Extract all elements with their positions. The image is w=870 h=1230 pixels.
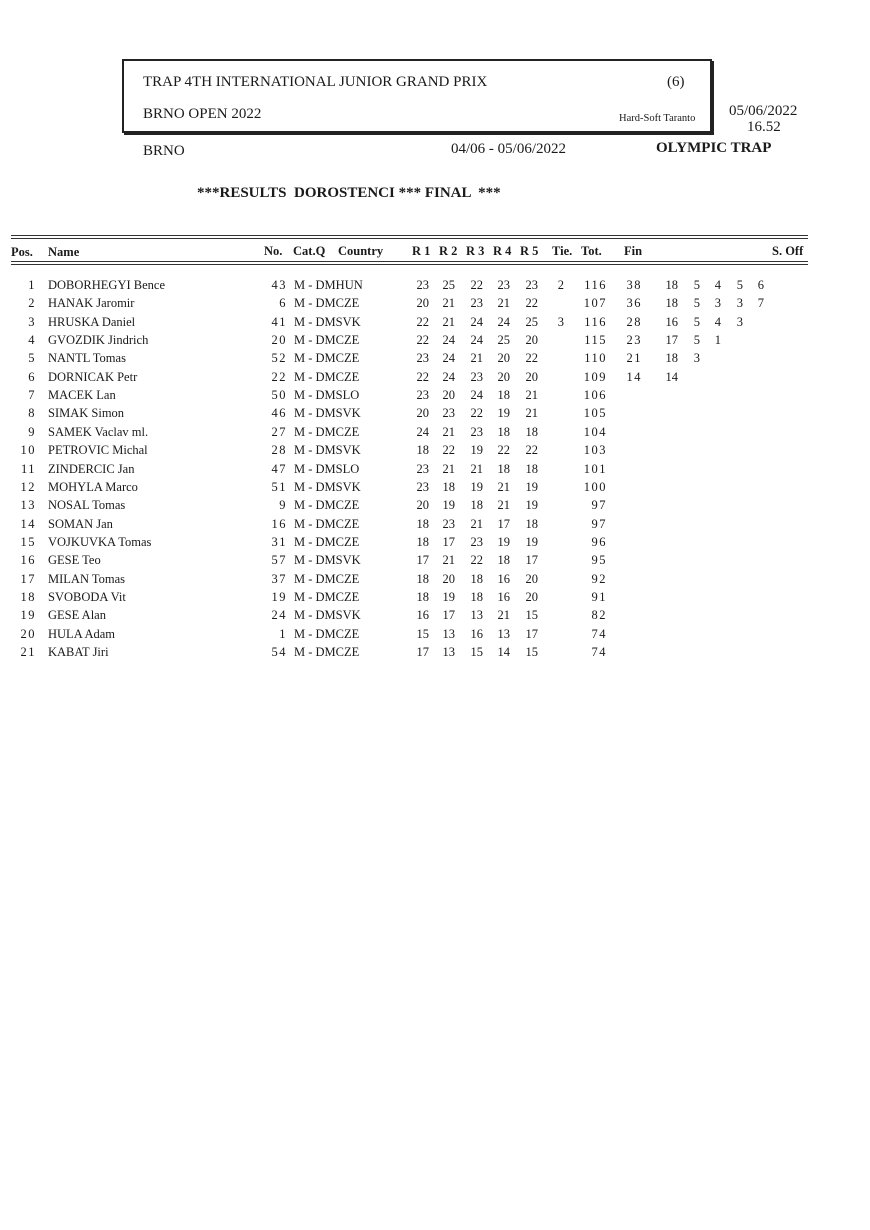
cell-r2: 23 [442,516,455,531]
cell-final: 14 [626,369,642,384]
cell-r2: 13 [442,626,455,641]
location: BRNO [143,143,185,159]
cell-r5: 25 [525,314,538,329]
cell-shootoff-1: 17 [665,333,678,348]
cell-r3: 23 [470,424,483,439]
table-row [0,333,870,351]
cell-shootoff-3: 1 [714,333,721,348]
cell-no: 41 [271,314,287,329]
col-catq: Cat.Q [293,244,326,258]
cell-r2: 18 [442,479,455,494]
cell-name: HULA Adam [48,626,116,641]
col-tot: Tot. [581,244,602,258]
cell-name: VOJKUVKA Tomas [48,534,152,549]
cell-r5: 17 [525,626,538,641]
cell-r4: 13 [497,626,510,641]
cell-name: NANTL Tomas [48,351,126,366]
cell-r1: 16 [416,608,429,623]
cell-r1: 15 [416,626,429,641]
cell-r1: 23 [416,388,429,403]
cell-pos: 14 [20,516,36,531]
cell-r4: 18 [497,553,510,568]
software-label: Hard-Soft Taranto [619,113,696,124]
cell-name: MOHYLA Marco [48,479,138,494]
cell-total: 92 [591,571,607,586]
header-bottom-rule [11,261,808,265]
cell-r4: 16 [497,589,510,604]
cell-r2: 19 [442,589,455,604]
event-number: (6) [667,74,685,90]
table-row [0,535,870,553]
cell-r5: 21 [525,388,538,403]
cell-shootoff-4: 3 [736,296,743,311]
cell-final: 28 [626,314,642,329]
cell-r5: 15 [525,608,538,623]
cell-r5: 18 [525,461,538,476]
cell-r5: 15 [525,645,538,659]
event-title: TRAP 4TH INTERNATIONAL JUNIOR GRAND PRIX [143,74,488,90]
cell-r4: 21 [497,608,510,623]
cell-r1: 23 [416,479,429,494]
cell-category: M - DMCZE [294,296,360,311]
cell-shootoff-4: 3 [736,314,743,329]
table-row [0,406,870,424]
cell-no: 28 [271,443,287,458]
col-r4: R 4 [493,244,512,258]
cell-total: 82 [591,608,607,623]
cell-no: 37 [271,571,287,586]
cell-total: 116 [584,278,607,292]
cell-category: M - DMCZE [294,333,360,348]
cell-total: 74 [591,626,607,641]
table-row [0,351,870,369]
cell-r1: 22 [416,314,429,329]
table-row [0,443,870,461]
cell-total: 110 [584,351,607,366]
cell-category: M - DMSVK [294,443,361,458]
cell-total: 106 [583,388,607,403]
cell-category: M - DMSVK [294,553,361,568]
cell-shootoff-1: 18 [665,296,678,311]
cell-no: 50 [271,388,287,403]
cell-r2: 13 [442,645,455,659]
cell-total: 104 [583,424,607,439]
cell-r1: 18 [416,443,429,458]
cell-total: 91 [591,589,607,604]
cell-name: DOBORHEGYI Bence [48,278,165,292]
cell-category: M - DMCZE [294,498,360,513]
cell-shootoff-4: 5 [736,278,743,292]
cell-category: M - DMSLO [294,461,360,476]
col-country: Country [338,244,384,258]
cell-r2: 25 [442,278,455,292]
cell-r3: 15 [470,645,483,659]
cell-r5: 20 [525,369,538,384]
cell-total: 115 [584,333,607,348]
cell-r2: 21 [442,461,455,476]
cell-pos: 2 [28,296,36,311]
cell-total: 100 [583,479,607,494]
cell-r4: 24 [497,314,510,329]
table-row [0,498,870,516]
cell-r4: 20 [497,369,510,384]
cell-pos: 9 [28,424,36,439]
cell-r2: 23 [442,406,455,421]
cell-total: 101 [583,461,607,476]
cell-r1: 18 [416,516,429,531]
cell-category: M - DMHUN [294,278,363,292]
cell-r4: 16 [497,571,510,586]
cell-pos: 19 [20,608,36,623]
print-time: 16.52 [747,119,781,135]
cell-no: 47 [271,461,287,476]
cell-r3: 21 [470,351,483,366]
cell-r4: 23 [497,278,510,292]
cell-final: 21 [626,351,642,366]
col-pos: Pos. [11,245,33,259]
cell-category: M - DMCZE [294,534,360,549]
cell-r1: 23 [416,351,429,366]
cell-name: SOMAN Jan [48,516,113,531]
cell-r5: 22 [525,443,538,458]
cell-r2: 17 [442,534,455,549]
cell-final: 38 [626,278,642,292]
cell-r4: 17 [497,516,510,531]
cell-name: GVOZDIK Jindrich [48,333,149,348]
cell-r5: 19 [525,479,538,494]
cell-category: M - DMCZE [294,571,360,586]
cell-r5: 17 [525,553,538,568]
cell-shootoff-3: 3 [714,296,721,311]
cell-r2: 24 [442,369,455,384]
cell-name: MILAN Tomas [48,571,126,586]
event-dates: 04/06 - 05/06/2022 [451,141,566,157]
cell-r3: 22 [470,406,483,421]
table-row [0,480,870,498]
cell-tie: 3 [557,314,564,329]
cell-total: 97 [591,516,607,531]
cell-r2: 21 [442,553,455,568]
cell-shootoff-1: 18 [665,351,678,366]
discipline: OLYMPIC TRAP [656,140,772,156]
cell-no: 51 [271,479,287,494]
cell-r1: 20 [416,406,429,421]
cell-category: M - DMCZE [294,626,360,641]
cell-r4: 21 [497,479,510,494]
table-row [0,278,870,296]
cell-pos: 18 [20,589,36,604]
cell-r3: 21 [470,516,483,531]
cell-pos: 15 [20,534,36,549]
cell-r4: 19 [497,534,510,549]
cell-no: 20 [271,333,287,348]
cell-total: 107 [583,296,607,311]
table-row [0,608,870,626]
cell-r1: 22 [416,369,429,384]
cell-r2: 20 [442,571,455,586]
cell-r1: 23 [416,461,429,476]
cell-pos: 13 [20,498,36,513]
cell-total: 74 [591,645,607,659]
cell-r3: 19 [470,479,483,494]
cell-r3: 18 [470,498,483,513]
table-row [0,645,870,663]
cell-r1: 18 [416,571,429,586]
cell-r2: 24 [442,333,455,348]
col-r2: R 2 [439,244,458,258]
cell-pos: 11 [20,461,36,476]
cell-r2: 17 [442,608,455,623]
cell-r2: 19 [442,498,455,513]
cell-r3: 24 [470,388,483,403]
cell-name: ZINDERCIC Jan [48,461,135,476]
cell-r2: 21 [442,424,455,439]
col-no: No. [264,244,283,258]
cell-name: HRUSKA Daniel [48,314,136,329]
cell-shootoff-2: 5 [693,314,700,329]
cell-name: KABAT Jiri [48,645,109,659]
cell-r4: 14 [497,645,510,659]
col-name: Name [48,245,80,259]
cell-name: DORNICAK Petr [48,369,138,384]
competition-name: BRNO OPEN 2022 [143,106,262,122]
cell-final: 36 [626,296,642,311]
cell-r1: 22 [416,333,429,348]
cell-r3: 22 [470,278,483,292]
cell-no: 54 [271,645,287,659]
table-row [0,572,870,590]
cell-no: 1 [279,626,287,641]
cell-no: 46 [271,406,287,421]
cell-shootoff-2: 5 [693,278,700,292]
cell-name: NOSAL Tomas [48,498,126,513]
print-date: 05/06/2022 [729,103,798,119]
cell-pos: 5 [28,351,36,366]
cell-pos: 17 [20,571,36,586]
cell-no: 31 [271,534,287,549]
table-row [0,462,870,480]
cell-category: M - DMCZE [294,369,360,384]
cell-r2: 22 [442,443,455,458]
cell-shootoff-2: 5 [693,296,700,311]
table-row [0,315,870,333]
cell-total: 97 [591,498,607,513]
cell-r3: 18 [470,589,483,604]
cell-r1: 20 [416,296,429,311]
cell-shootoff-2: 3 [693,351,700,366]
cell-total: 105 [583,406,607,421]
cell-r5: 22 [525,296,538,311]
cell-r3: 22 [470,553,483,568]
cell-r1: 23 [416,278,429,292]
cell-category: M - DMSVK [294,608,361,623]
cell-name: HANAK Jaromir [48,296,135,311]
cell-r5: 18 [525,516,538,531]
cell-r1: 17 [416,645,429,659]
table-row [0,517,870,535]
cell-r1: 24 [416,424,429,439]
cell-no: 22 [271,369,287,384]
cell-shootoff-3: 4 [714,314,721,329]
cell-r5: 21 [525,406,538,421]
cell-name: SAMEK Vaclav ml. [48,424,149,439]
cell-no: 57 [271,553,287,568]
cell-name: GESE Alan [48,608,106,623]
cell-category: M - DMSLO [294,388,360,403]
cell-r5: 20 [525,589,538,604]
cell-r5: 19 [525,534,538,549]
cell-final: 23 [626,333,642,348]
cell-r2: 20 [442,388,455,403]
table-row [0,590,870,608]
table-row [0,296,870,314]
cell-category: M - DMCZE [294,424,360,439]
cell-no: 6 [279,296,287,311]
col-soff: S. Off [772,244,804,258]
cell-no: 19 [271,589,287,604]
cell-category: M - DMSVK [294,479,361,494]
table-row [0,370,870,388]
results-title: ***RESULTS DOROSTENCI *** FINAL *** [197,185,501,201]
cell-r3: 24 [470,333,483,348]
cell-pos: 21 [20,645,36,659]
cell-r4: 19 [497,406,510,421]
cell-r1: 17 [416,553,429,568]
cell-r4: 18 [497,461,510,476]
cell-shootoff-1: 16 [665,314,678,329]
cell-name: SIMAK Simon [48,406,125,421]
cell-r5: 22 [525,351,538,366]
cell-shootoff-3: 4 [714,278,721,292]
cell-r3: 16 [470,626,483,641]
cell-r4: 20 [497,351,510,366]
cell-r4: 21 [497,498,510,513]
cell-no: 9 [279,498,287,513]
cell-r5: 23 [525,278,538,292]
cell-category: M - DMCZE [294,351,360,366]
header-top-rule [11,235,808,239]
cell-pos: 16 [20,553,36,568]
col-r5: R 5 [520,244,539,258]
cell-r5: 20 [525,333,538,348]
cell-total: 95 [591,553,607,568]
cell-r1: 18 [416,589,429,604]
cell-r3: 21 [470,461,483,476]
cell-r4: 21 [497,296,510,311]
cell-shootoff-5: 6 [757,278,764,292]
table-row [0,553,870,571]
cell-r5: 20 [525,571,538,586]
cell-shootoff-2: 5 [693,333,700,348]
table-row [0,388,870,406]
cell-pos: 7 [28,388,36,403]
col-fin: Fin [624,244,643,258]
col-r1: R 1 [412,244,431,258]
cell-r4: 22 [497,443,510,458]
cell-pos: 3 [28,314,36,329]
cell-no: 16 [271,516,287,531]
cell-shootoff-1: 14 [665,369,678,384]
cell-r5: 19 [525,498,538,513]
col-tie: Tie. [552,244,573,258]
cell-r3: 23 [470,534,483,549]
cell-category: M - DMSVK [294,314,361,329]
cell-pos: 8 [28,406,36,421]
cell-no: 24 [271,608,287,623]
cell-category: M - DMCZE [294,516,360,531]
cell-total: 116 [584,314,607,329]
cell-no: 52 [271,351,287,366]
col-r3: R 3 [466,244,485,258]
cell-r4: 25 [497,333,510,348]
cell-r3: 18 [470,571,483,586]
cell-r3: 23 [470,369,483,384]
cell-name: PETROVIC Michal [48,443,148,458]
cell-r3: 23 [470,296,483,311]
cell-r2: 24 [442,351,455,366]
cell-name: SVOBODA Vit [48,589,126,604]
cell-name: GESE Teo [48,553,101,568]
cell-r3: 24 [470,314,483,329]
cell-pos: 6 [28,369,36,384]
cell-r4: 18 [497,424,510,439]
cell-shootoff-1: 18 [665,278,678,292]
cell-shootoff-5: 7 [757,296,764,311]
cell-tie: 2 [557,278,564,292]
cell-r3: 19 [470,443,483,458]
table-row [0,627,870,645]
cell-total: 103 [583,443,607,458]
cell-r1: 18 [416,534,429,549]
cell-r4: 18 [497,388,510,403]
cell-no: 27 [271,424,287,439]
cell-pos: 12 [20,479,36,494]
cell-total: 96 [591,534,607,549]
cell-category: M - DMCZE [294,645,360,659]
cell-pos: 1 [28,278,36,292]
cell-r2: 21 [442,296,455,311]
cell-pos: 10 [20,443,36,458]
cell-pos: 4 [28,333,36,348]
cell-r2: 21 [442,314,455,329]
cell-no: 43 [271,278,287,292]
cell-category: M - DMCZE [294,589,360,604]
cell-pos: 20 [20,626,36,641]
cell-r5: 18 [525,424,538,439]
cell-total: 109 [583,369,607,384]
cell-category: M - DMSVK [294,406,361,421]
cell-name: MACEK Lan [48,388,116,403]
cell-r1: 20 [416,498,429,513]
table-row [0,425,870,443]
cell-r3: 13 [470,608,483,623]
